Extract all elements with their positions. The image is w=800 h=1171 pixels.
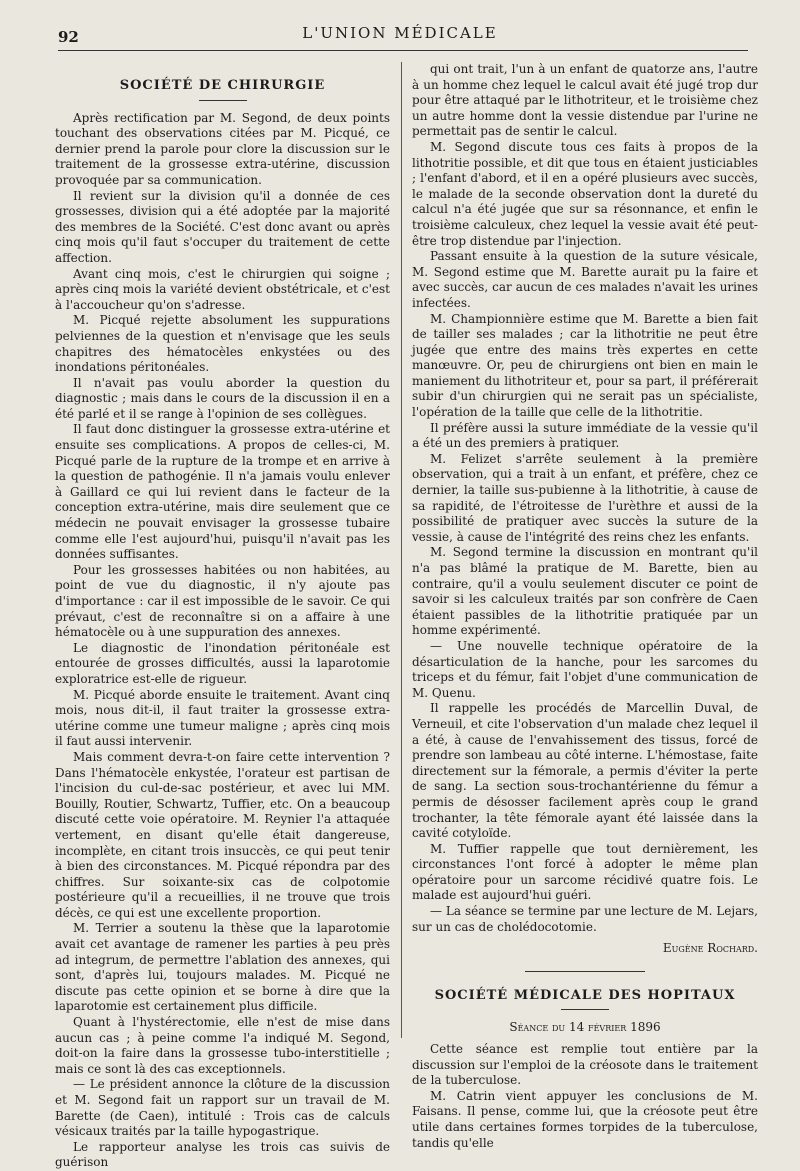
right-paragraphs [412,62,758,935]
paragraph: Avant cinq mois, c'est le chirurgien qui soigne ; après cinq mois la variété devient obstétricale, et c'est à l'accoucheur qu'on s'adresse. [55,266,390,312]
left-column [55,62,390,1171]
header-rule [58,50,748,51]
paragraph: Pour les grossesses habitées ou non habitées, au point de vue du diagnostic, il n'y ajoute pas d'importance : car il est impossible de le savoir. Ce qui prévaut, c'est de reconnaître si on a affaire à une hématocèle ou à une suppuration des annexes. [55,562,390,640]
paragraph: Il revient sur la division qu'il a donnée de ces grossesses, division qui a été adoptée par la majorité des membres de la Société. C'est donc avant ou après cinq mois qu'il faut s'occuper du traitement de cette affection. [55,188,390,265]
signature: Eugène Rochard. [662,941,758,956]
paragraph: qui ont trait, l'un à un enfant de quatorze ans, l'autre à un homme chez lequel le calcul avait été jugé trop dur pour être attaqué par le lithotriteur, et le troisième chez un autre homme dont la vessie distendue par l'urine ne permettait pas de sentir le calcul. [412,62,758,139]
paragraph: M. Picqué rejette absolument les suppurations pelviennes de la question et n'envisage que les seuls chapitres des hématocèles enkystées ou des inondations péritonéales. [55,313,390,375]
title-separator [199,100,247,101]
journal-title: L'UNION MÉDICALE [302,24,498,42]
paragraph: M. Segond termine la discussion en montrant qu'il n'a pas blâmé la pratique de M. Barette, bien au contraire, qu'il a voulu seulement discuter ce point de savoir si les calculeux traités par son confrère de Caen étaient passibles de la lithotritie pratiquée par un homme expérimenté. [412,545,758,638]
right-paragraphs-2 [412,1042,758,1151]
paragraph: Il n'avait pas voulu aborder la question du diagnostic ; mais dans le cours de la discussion il en a été parlé et il se range à l'opinion de ses collègues. [55,375,390,421]
right-column [412,62,758,1151]
paragraph: Il faut donc distinguer la grossesse extra-utérine et ensuite ses complications. A propos de celles-ci, M. Picqué parle de la rupture de la trompe et en arrive à la question de pathogénie. Il n'a jamais voulu enlever à Gaillard ce qui lui revient dans le facteur de la conception extra-utérine, mais dire seulement que ce médecin ne pouvait envisager la grossesse tubaire comme elle l'est aujourd'hui, puisqu'il n'avait pas les données suffisantes. [55,422,390,562]
paragraph: M. Segond discute tous ces faits à propos de la lithotritie possible, et dit que tous en étaient justiciables ; l'enfant d'abord, et il en a opéré plusieurs avec succès, le malade de la seconde observation dont la dureté du calcul n'a été jugée que sur sa résonnance, et enfin le troisième calculeux, chez lequel la vessie avait été peut-être trop distendue par l'injection. [412,139,758,248]
paragraph: Cette séance est remplie tout entière par la discussion sur l'emploi de la créosote dans le traitement de la tuberculose. [412,1042,758,1088]
paragraph: Le diagnostic de l'inondation péritonéale est entourée de grosses difficultés, aussi la laparotomie exploratrice est-elle de rigueur. [55,640,390,686]
paragraph: M. Catrin vient appuyer les conclusions de M. Faisans. Il pense, comme lui, que la créosote peut être utile dans certaines formes torpides de la tuberculose, tandis qu'elle [412,1088,758,1150]
paragraph: M. Felizet s'arrête seulement à la première observation, qui a trait à un enfant, et préfère, chez ce dernier, la taille sus-pubienne à la lithotritie, à cause de sa rapidité, de l'étroitesse de l'urèthre et aussi de la possibilité de pratiquer avec succès la suture de la vessie, à cause de l'intégrité des reins chez les enfants. [412,451,758,544]
section-separator [525,971,645,972]
paragraph: Quant à l'hystérectomie, elle n'est de mise dans aucun cas ; à peine comme l'a indiqué M. Segond, doit-on la faire dans la grossesse tubo-interstitielle ; mais ce sont là des cas exceptionnels. [55,1015,390,1076]
section2-title: SOCIÉTÉ MÉDICALE DES HOPITAUX [434,987,736,1003]
seance-date: Séance du 14 février 1896 [509,1020,661,1035]
paragraph: M. Championnière estime que M. Barette a bien fait de tailler ses malades ; car la lithotritie ne peut être jugée que entre des mains très expertes en cette manœuvre. Or, peu de chirurgiens ont bien en main le maniement du lithotriteur et, pour sa part, il préférerait subir d'un chirurgien qui ne serait pas un spécialiste, l'opération de la taille que celle de la lithotritie. [412,311,758,420]
page-header [0,18,800,48]
paragraph: M. Tuffier rappelle que tout dernièrement, les circonstances l'ont forcé à adopter le même plan opératoire pour un sarcome récidivé quatre fois. Le malade est aujourd'hui guéri. [412,841,758,903]
section-title: SOCIÉTÉ DE CHIRURGIE [119,78,326,93]
title-separator-2 [561,1009,609,1010]
paragraph: — La séance se termine par une lecture de M. Lejars, sur un cas de cholédocotomie. [412,904,758,934]
paragraph: Passant ensuite à la question de la suture vésicale, M. Segond estime que M. Barette aurait pu la faire et avec succès, car aucun de ces malades n'avait les urines infectées. [412,249,758,310]
page-number: 92 [58,28,79,46]
paragraph: M. Terrier a soutenu la thèse que la laparotomie avait cet avantage de ramener les parties à peu près ad integrum, de permettre l'ablation des annexes, qui sont, d'après lui, toujours malades. M. Picqué ne discute pas cette opinion et se borne à dire que la laparotomie est certainement plus difficile. [55,921,390,1014]
paragraph: — Le président annonce la clôture de la discussion et M. Segond fait un rapport sur un travail de M. Barette (de Caen), intitulé : Trois cas de calculs vésicaux traités par la taille hypogastrique. [55,1077,390,1139]
column-rule [401,62,402,1038]
paragraph: Il préfère aussi la suture immédiate de la vessie qu'il a été un des premiers à pratiquer. [412,420,758,451]
left-paragraphs [55,111,390,1171]
paragraph: Le rapporteur analyse les trois cas suivis de guérison [55,1139,390,1170]
paragraph: Il rappelle les procédés de Marcellin Duval, de Verneuil, et cite l'observation d'un malade chez lequel il a été, à cause de l'envahissement des tissus, forcé de prendre son lambeau au côté interne. L'hémostase, faite directement sur la fémorale, a permis d'éviter la perte de sang. La section sous-trochantérienne du fémur a permis de désosser facilement après coup le grand trochanter, la tête fémorale ayant été laissée dans la cavité cotyloïde. [412,701,758,841]
paragraph: Après rectification par M. Segond, de deux points touchant des observations citées par M. Picqué, ce dernier prend la parole pour clore la discussion sur le traitement de la grossesse extra-utérine, discussion provoquée par sa communication. [55,110,390,187]
paragraph: M. Picqué aborde ensuite le traitement. Avant cinq mois, nous dit-il, il faut traiter la grossesse extra-utérine comme une tumeur maligne ; après cinq mois il faut aussi intervenir. [55,687,390,749]
paragraph: Mais comment devra-t-on faire cette intervention ? Dans l'hématocèle enkystée, l'orateur est partisan de l'incision du cul-de-sac postérieur, et avec lui MM. Bouilly, Routier, Schwartz, Tuffier, etc. On a beaucoup discuté cette voie opératoire. M. Reynier l'a attaquée vertement, en disant qu'elle était dangereuse, incomplète, en citant trois insuccès, ce qui peut tenir à bien des circonstances. M. Picqué répondra par des chiffres. Sur soixante-six cas de colpotomie postérieure qu'il a recueillies, il ne trouve que trois décès, ce qui est une excellente proportion. [55,749,390,920]
paragraph: — Une nouvelle technique opératoire de la désarticulation de la hanche, pour les sarcomes du triceps et du fémur, fait l'objet d'une communication de M. Quenu. [412,638,758,700]
